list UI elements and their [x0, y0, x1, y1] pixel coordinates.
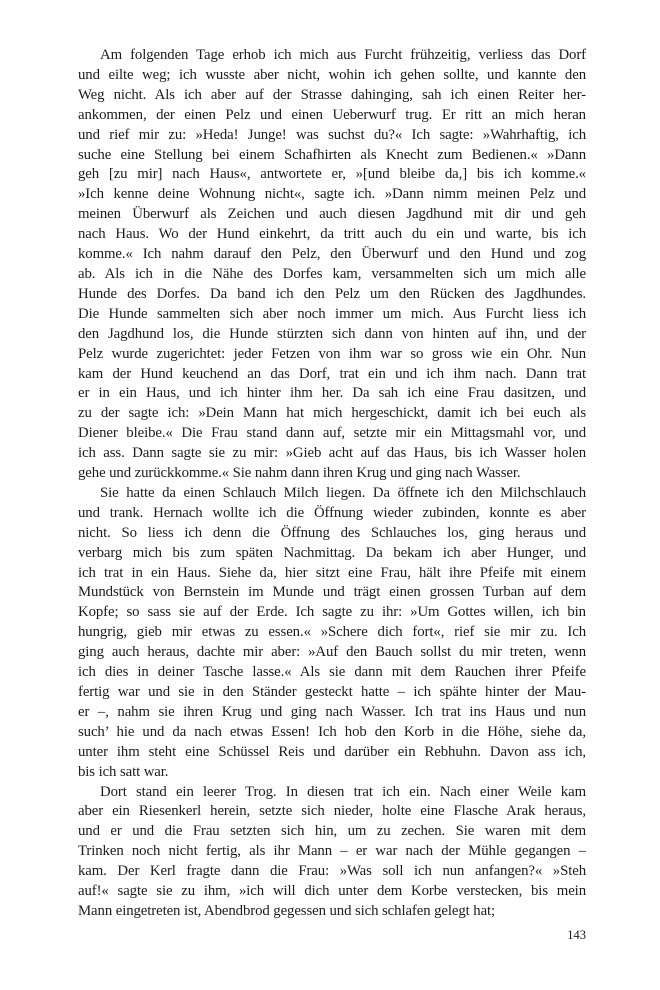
text-line: Sie hatte da einen Schlauch Milch liegen. Da öffnete ich den Milchschlauch	[100, 484, 586, 501]
page-number: 143	[567, 928, 586, 942]
text-line: komme.« Ich nahm darauf den Pelz, den Überwurf und den Hund und zog	[78, 246, 586, 263]
text-line: verbarg mich bis zum späten Nachmittag. Da bekam ich aber Hunger, und	[78, 544, 586, 561]
text-line: Am folgenden Tage erhob ich mich aus Furcht frühzeitig, verliess das Dorf	[100, 47, 586, 63]
text-line: Hunde des Dorfes. Da band ich den Pelz um den Rücken des Jagdhundes.	[78, 285, 586, 302]
text-line: ankommen, der einen Pelz und einen Ueberwurf trug. Er ritt an mich heran	[78, 106, 586, 123]
text-line: auf!« sagte sie zu ihm, »ich will dich unter dem Korbe verstecken, bis mein	[78, 883, 586, 900]
text-line: ab. Als ich in die Nähe des Dorfes kam, versammelten sich um mich alle	[78, 265, 586, 282]
text-line: und er und die Frau setzten sich hin, um zu zechen. Sie waren mit dem	[78, 823, 586, 840]
text-line: meinen Überwurf als Zeichen und auch diesen Jagdhund mit dir und geh	[78, 206, 586, 223]
text-line: ich trat in ein Haus. Siehe da, hier sitzt eine Frau, hält ihre Pfeife mit einem	[78, 564, 586, 581]
text-line: er in ein Haus, und ich hinter ihm her. Da sah ich eine Frau dasitzen, und	[78, 385, 586, 402]
text-line: zu der sagte ich: »Dein Mann hat mich hergeschickt, damit ich bei euch als	[78, 405, 586, 422]
text-line: aber ein Riesenkerl herein, setzte sich nieder, holte eine Flasche Arak heraus,	[78, 803, 586, 820]
text-line: such’ hie und da nach etwas Essen! Ich hob den Korb in die Höhe, siehe da,	[78, 723, 586, 740]
text-line: bis ich satt war.	[78, 763, 169, 780]
text-line: ich dies in deiner Tasche lasse.« Als sie dann mit dem Rauchen ihrer Pfeife	[78, 664, 586, 681]
text-line: Weg nicht. Als ich aber auf der Strasse dahinging, sah ich einen Reiter her-	[78, 86, 586, 103]
text-line: und eilte weg; ich wusste aber nicht, wohin ich gehen sollte, und kannte den	[78, 66, 586, 83]
text-line: Kopfe; so sass sie auf der Erde. Ich sagte zu ihr: »Um Gottes willen, ich bin	[78, 604, 586, 621]
text-line: Trinken noch nicht fertig, als ihr Mann – er war nach der Mühle gegangen –	[78, 843, 586, 860]
text-line: kam. Der Kerl fragte dann die Frau: »Was soll ich nun anfangen?« »Steh	[78, 863, 586, 880]
text-line: hungrig, gieb mir etwas zu essen.« »Schere dich fort«, rief sie mir zu. Ich	[78, 624, 586, 641]
text-line: nach Haus. Wo der Hund einkehrt, da tritt auch du ein und warte, bis ich	[78, 226, 586, 243]
text-line: Dort stand ein leerer Trog. In diesen trat ich ein. Nach einer Weile kam	[100, 783, 586, 800]
text-line: Die Hunde sammelten sich aber noch immer um mich. Aus Furcht liess ich	[78, 305, 586, 322]
text-line: Pelz wurde zugerichtet: jeder Fetzen von ihm war so gross wie ein Ohr. Nun	[78, 345, 586, 362]
text-line: den Jagdhund los, die Hunde stürzten sich dann von hinten auf ihn, und der	[78, 325, 586, 342]
text-line: ging auch heraus, dachte mir aber: »Auf den Bauch sollst du mir treten, wenn	[78, 644, 586, 661]
text-line: und trank. Hernach wollte ich die Öffnung wieder zubinden, konnte es aber	[78, 504, 586, 521]
text-line: geh [zu mir] nach Haus«, antwortete er, »[und bleibe da,] bis ich komme.«	[78, 166, 586, 183]
text-line: ich ass. Dann sagte sie zu mir: »Gieb acht auf das Haus, bis ich Wasser holen	[78, 445, 586, 462]
text-line: Mundstück von Bernstein im Munde und trägt einen grossen Turban auf dem	[78, 584, 586, 601]
text-line: und rief mir zu: »Heda! Junge! was suchst du?« Ich sagte: »Wahrhaftig, ich	[78, 126, 586, 143]
paragraph	[78, 783, 586, 922]
text-line: er –, nahm sie ihren Krug und ging nach Wasser. Ich trat ins Haus und nun	[78, 703, 586, 720]
text-line: Diener bleibe.« Die Frau stand dann auf, setzte mir ein Mittagsmahl vor, und	[78, 425, 586, 442]
text-line: kam der Hund keuchend an das Dorf, trat ein und ich ihm nach. Dann trat	[78, 365, 586, 382]
text-line: unter ihm steht eine Schüssel Reis und darüber ein Rebhuhn. Davon ass ich,	[78, 743, 586, 760]
text-line: gehe und zurückkomme.« Sie nahm dann ihren Krug und ging nach Wasser.	[78, 465, 521, 482]
paragraph	[78, 484, 586, 783]
page-text-block	[78, 46, 586, 922]
paragraph	[78, 46, 586, 484]
text-line: fertig war und sie in den Ständer gesteckt hatte – ich spähte hinter der Mau-	[78, 684, 586, 700]
text-line: »Ich kenne deine Wohnung nicht«, sagte ich. »Dann nimm meinen Pelz und	[78, 186, 586, 203]
text-line: suche eine Stellung bei einem Schafhirten als Knecht zum Bedienen.« »Dann	[78, 146, 586, 163]
text-line: nicht. So liess ich denn die Öffnung des Schlauches los, ging heraus und	[78, 524, 586, 541]
text-line: Mann eingetreten ist, Abendbrod gegessen und sich schlafen gelegt hat;	[78, 902, 496, 919]
